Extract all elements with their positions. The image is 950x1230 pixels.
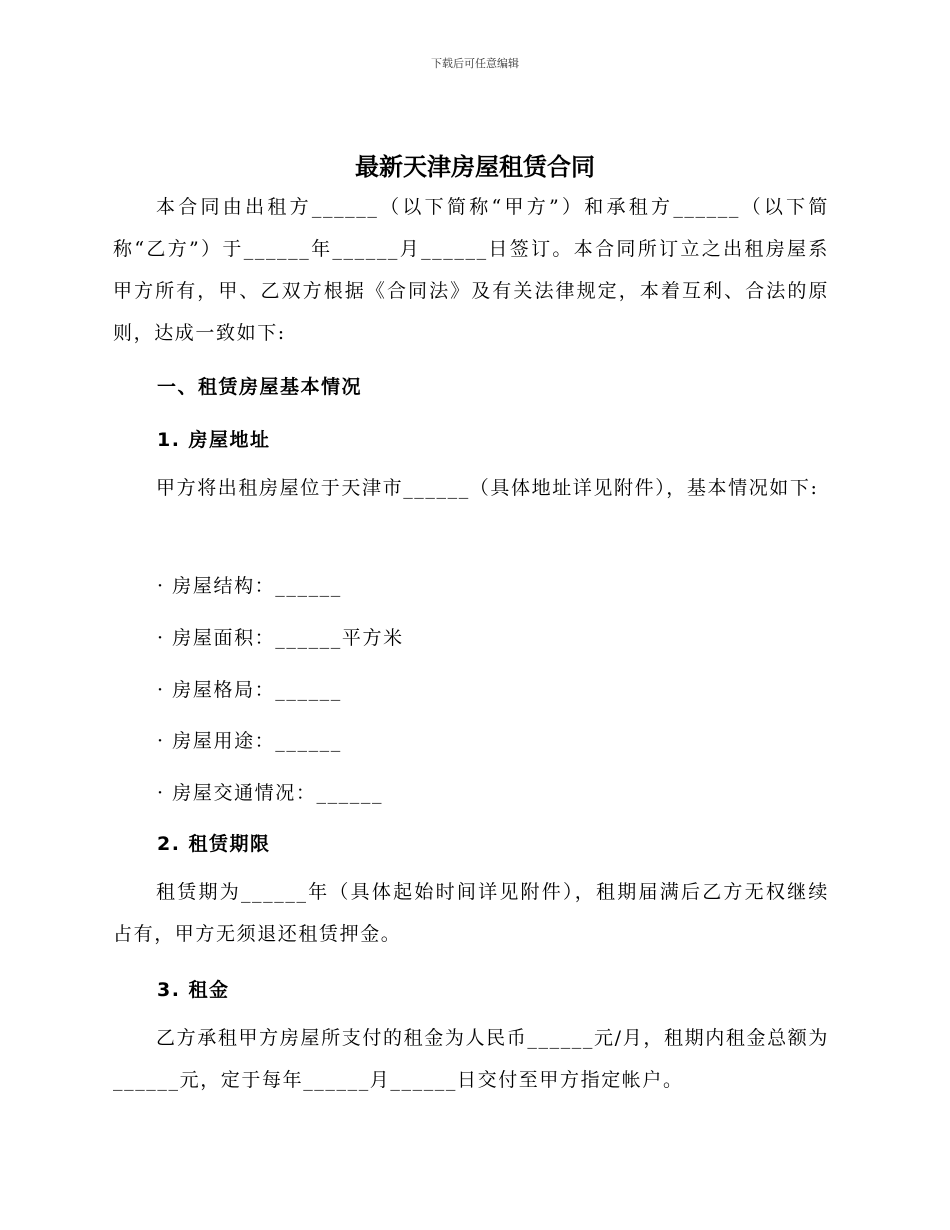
rent-paragraph: 乙方承租甲方房屋所支付的租金为人民币______元/月，租期内租金总额为______元，定于每年______月______日交付至甲方指定帐户。	[113, 1027, 829, 1091]
document-title: 最新天津房屋租赁合同	[355, 153, 595, 181]
lease-term-paragraph: 租赁期为______年（具体起始时间详见附件），租期届满后乙方无权继续占有，甲方无须退还租赁押金。	[113, 881, 829, 945]
lease-term-heading: 2. 租赁期限	[157, 833, 271, 855]
list-item-usage: · 房屋用途：______	[157, 730, 342, 752]
list-item-layout: · 房屋格局：______	[157, 679, 342, 701]
list-item-transport: · 房屋交通情况：______	[157, 782, 384, 804]
header-note: 下载后可任意编辑	[431, 57, 519, 70]
rent-heading: 3. 租金	[157, 979, 230, 1001]
address-paragraph: 甲方将出租房屋位于天津市______（具体地址详见附件），基本情况如下:	[156, 477, 819, 499]
list-item-area: · 房屋面积：______平方米	[157, 627, 404, 649]
section-1-heading: 一、租赁房屋基本情况	[157, 376, 363, 398]
intro-paragraph: 本合同由出租方______（以下简称“甲方”）和承租方______（以下简称“乙方”）于______年______月______日签订。本合同所订立之出租房屋系甲方所有，甲、乙双方根据《合同法》及有关法律规定，本着互利、合法的原则，达成一致如下:	[113, 196, 829, 344]
address-heading: 1. 房屋地址	[157, 429, 271, 451]
list-item-structure: · 房屋结构：______	[157, 575, 342, 597]
